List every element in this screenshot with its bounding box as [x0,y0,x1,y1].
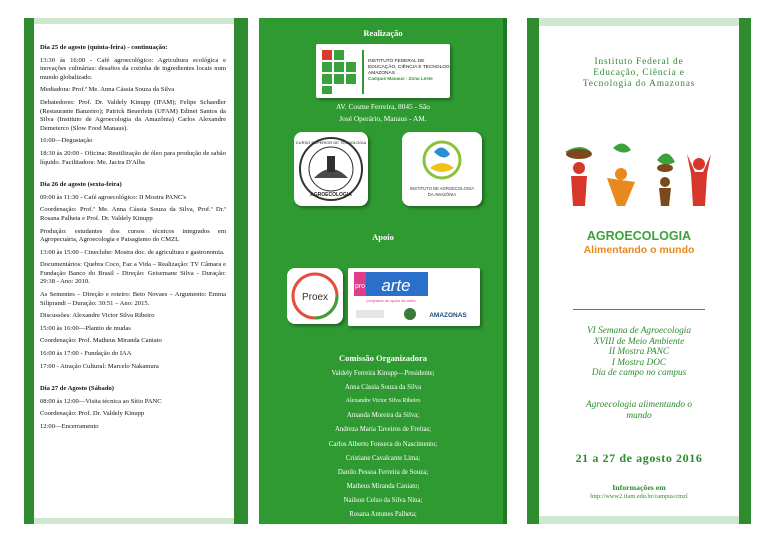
middle-right-edge [503,18,507,524]
info-url[interactable]: http://www2.ifam.edu.br/campus/cmzl [590,493,688,500]
left-panel [24,18,248,524]
event-line: VI Semana de Agroecologia [586,326,692,336]
schedule-item: 15:00 às 16:00—Plantio de mudas [40,324,131,332]
committee-member: Amanda Moreira da Silva; [346,412,420,420]
ifam-squares-icon [322,50,356,94]
day-heading: Dia 26 de agosto (sexta-feira) [40,181,122,189]
leaf-figure-icon [607,143,635,206]
schedule-item: 12:00—Encerramento [40,423,99,430]
event-dates: 21 a 27 de agosto 2016 [575,451,703,465]
seedling-figure-icon [657,153,675,206]
iaa-logo [402,132,482,206]
schedule-item: 09:00 às 11:30 - Café agroecológico: II Mostra PANC's [40,193,187,201]
ifam-line4: Campus Manaus - Zona Leste [368,76,433,81]
events-list [535,326,743,379]
committee-member: Nailson Celso da Silva Nina; [343,496,423,504]
committee-member: Alexandre Victor Silva Ribeiro [345,398,421,405]
info-label: Informações em [612,483,666,492]
comissao-heading: Comissão Organizadora [338,353,428,363]
slogan-line1: Agroecologia alimentando o [585,400,693,410]
iaa-text2: DA AMAZÔNIA [427,192,457,197]
schedule-item: 13:00 às 15:00 - Cineclube: Mostra doc. de agricultura e gastronomia. [40,248,225,256]
institute-line1: Instituto Federal de [594,57,684,67]
schedule-item: Coordenação: Prof. Dr. Valdely Kinupp [40,410,145,418]
proarte-sub: programa de apoio às artes [366,298,416,303]
agroecologia-seal-card [294,132,368,206]
slogan [535,400,743,422]
plant-bowl-figure-icon [565,147,592,206]
schedule-item: 08:00 às 12:00—Visita técnica ao Sítio PANC [40,397,162,405]
committee-member: Danilo Pessoa Ferreira de Souza; [337,468,429,476]
sponsor-logos-card [348,268,480,326]
schedule-item: Discussões: Alexandre Victor Silva Ribeiro [40,312,155,320]
event-line: I Mostra DOC [611,357,667,368]
proex-logo [287,268,343,324]
event-line: XVIII de Meio Ambiente [593,336,685,347]
schedule-item: 16:00 às 17:00 - Fundação do IAA [40,350,132,358]
schedule-item: 16:00—Degustação [40,137,93,145]
arms-up-figure-icon [687,154,711,206]
logo-subtitle: Alimentando o mundo [583,244,695,256]
committee-member: Cristiane Cavalcante Lima; [345,454,421,462]
ifam-line3: AMAZONAS [368,71,395,76]
schedule-item: 17:00 - Atração Cultural: Marcelo Nakamura [40,362,159,370]
schedule-item: 18:30 às 20:00 - Oficina: Reutilização de óleo para produção de sabão líquido. Facilitadora: Me. Jacira D'Alba [40,149,226,166]
schedule-item: Coordenação: Prof. Matheus Miranda Caniato [40,337,162,345]
realizacao-heading: Realização [363,28,403,38]
committee-member: Matheus Miranda Caniato; [346,482,420,490]
ifam-line1: INSTITUTO FEDERAL DE [368,59,425,64]
institute-line2: Educação, Ciência e [593,68,685,78]
middle-panel [259,18,507,524]
proex-text: Proex [301,292,329,303]
seal-bottom-text: AGROECOLOGIA [310,192,352,198]
section-gap [40,171,226,179]
address-line1: AV. Cosme Ferreira, 8045 - São [336,102,430,111]
proarte-arte: arte [381,276,411,295]
sponsor-logos [348,268,480,326]
amazonas-crest-icon [404,308,416,320]
schedule-item: Mediadora: Prof.ª Me. Anna Cássia Souza da Silva [40,86,175,94]
ifam-line2: EDUCAÇÃO, CIÊNCIA E TECNOLOGIA [368,65,450,70]
event-line: II Mostra PANC [608,347,670,357]
schedule-item: Coordenação: Prof.ª Me. Anna Cássia Souza da Silva, Prof.ª Dr.ª Rosana Palheta e Prof. Dr. Valdely Kinupp [40,206,226,222]
committee-member: Valdely Ferreira Kinupp—Presidente; [331,370,435,377]
agroecologia-figures-logo [561,138,721,226]
committee-member: Anna Cássia Souza da Silva [344,384,422,392]
right-panel-left-bar [527,18,539,524]
logo-title: AGROECOLOGIA [586,229,692,243]
day-heading: Dia 27 de Agosto (Sábado) [40,385,115,393]
proex-logo-card [287,268,343,324]
schedule-item: Produção: estudantes dos cursos técnicos integrados em Agropecuária, Agroecologia e Paisagismo do CMZL [40,227,226,244]
seal-top-text: CURSO SUPERIOR DE TECNOLOGIA [295,140,367,145]
institute-name [535,57,743,90]
committee-member: Andreza Maria Taveiros de Freitas; [334,426,432,434]
day-heading: Dia 25 de agosto (quinta-feira) - continuação: [40,44,168,51]
slogan-line2: mundo [626,411,652,421]
schedule-item: 13:30 às 16:00 - Café agroecológico: Agricultura ecológica e inovações culinárias: desafios da cozinha de ingredientes locais num mundo globalizado. [40,56,226,81]
divider-line [573,309,705,310]
amazonas-text: AMAZONAS [429,312,467,319]
schedule-item: Documentários: Quebra Coco, Faz a Vida – Realização: TV Câmara e Fundação Banco do Brasil - Direção: Geisemane Silva - Duração: 29:38 - Ano: 2010. [40,261,226,286]
proarte-pro: pro [354,283,366,290]
right-panel-right-bar [739,18,751,524]
agroecologia-seal [294,132,368,206]
apoio-heading: Apoio [372,232,394,242]
institute-line3: Tecnologia do Amazonas [582,79,696,89]
left-edge-bar [24,18,34,524]
schedule-text [40,42,226,436]
right-panel [527,18,751,524]
address-line2: José Operário, Manaus - AM. [339,114,427,123]
ifam-logo [316,44,450,98]
right-edge-bar [234,18,248,524]
ifam-logo-card [316,44,450,98]
committee-member: Carlos Alberto Fonseca do Nascimento; [328,440,438,448]
schedule-item: Debatedores: Prof. Dr. Valdely Kinupp (IFAM); Felipe Schaedler (Restaurante Banzeiro); Patrick Beuerlein (UFAM) Edinei Santos da Silva (Instituto de Agroecologia da Amazônia) Carlos Alexandre Demeterco (Slow Food Manaus). [40,98,226,132]
event-line: Dia de campo no campus [591,368,687,378]
iaa-text1: INSTITUTO DE AGROECOLOGIA [409,186,475,191]
iaa-logo-card [402,132,482,206]
section-gap [40,375,226,383]
committee-member: Rosana Antunes Palheta; [349,511,417,518]
schedule-item: As Sementes – Direção e roteiro: Beto Novaes – Argumento: Emma Siliprandi – Duração: 30:51 – Ano: 2015. [40,291,226,307]
